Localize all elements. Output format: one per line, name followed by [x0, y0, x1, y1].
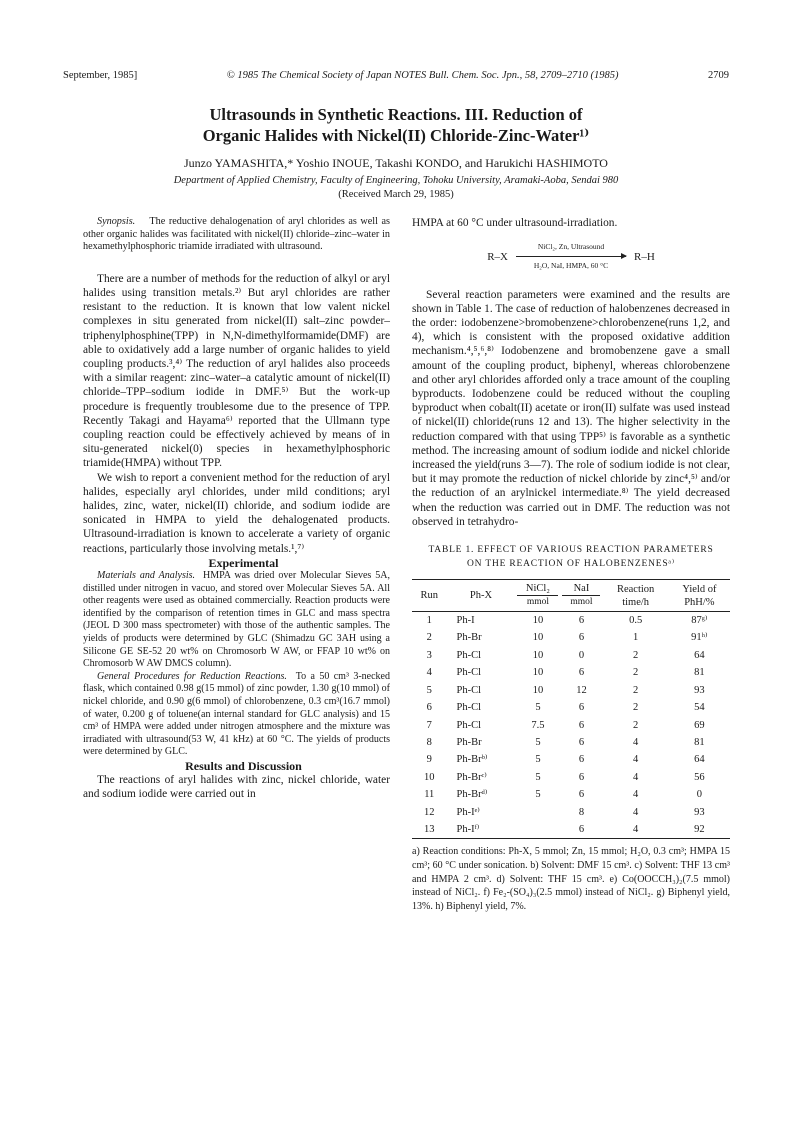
table-row	[412, 804, 730, 821]
header-nai-unit: mmol	[562, 595, 600, 609]
cell-yield: 81	[694, 736, 705, 748]
results-paragraph-1: The reactions of aryl halides with zinc, nickel chloride, water and sodium iodide were carried out in	[83, 774, 390, 801]
cell-nai: 6	[578, 702, 585, 714]
cell-phx: Ph-Cl	[456, 719, 482, 731]
header-time-unit: time/h	[622, 596, 650, 608]
cell-phx: Ph-Iᵉ⁾	[456, 806, 480, 818]
experimental-heading: Experimental	[208, 555, 279, 570]
cell-yield: 64	[694, 649, 705, 661]
cell-phx: Ph-Cl	[456, 667, 482, 679]
cell-time: 2	[633, 649, 639, 661]
table-row	[412, 629, 730, 646]
page-number: 2709	[708, 70, 729, 81]
cell-phx: Ph-I	[456, 615, 475, 627]
cell-time: 4	[633, 736, 639, 748]
cell-yield: 91ʰ⁾	[691, 632, 708, 644]
procedure-text: To a 50 cm³ 3-necked flask, which contained 0.98 g(15 mmol) of zinc powder, 1.30 g(10 mmol) of nickel chloride, and 0.90 g(6 mmol) of chlorobenzene, 0.3 cm³(16.7 mmol) of water, 0.200 g of toluene(an internal standard for GLC analysis) and 15 cm³ of HMPA were added under nitrogen atmosphere and the mixture was irradiated with ultrasound(53 W, 41 kHz) at 60 °C. The yields of products were determined by GLC.	[83, 670, 390, 758]
synopsis	[83, 216, 390, 254]
header-nai	[560, 580, 602, 612]
cell-yield: 81	[694, 667, 705, 679]
article-title	[63, 104, 729, 146]
cell-nicl2: 5	[535, 771, 541, 783]
header-time	[602, 580, 668, 612]
table-caption-line-1: TABLE 1. EFFECT OF VARIOUS REACTION PARAMETERS	[428, 545, 714, 556]
header-yield-unit: PhH/%	[684, 596, 715, 608]
table-row	[412, 734, 730, 751]
materials-label: Materials and Analysis.	[97, 570, 196, 582]
cell-nai: 6	[578, 667, 585, 679]
cell-yield: 93	[694, 684, 705, 696]
table-row	[412, 769, 730, 786]
arrow-reagents-above: NiCl₂, Zn, Ultrasound	[537, 242, 605, 252]
header-nicl2	[515, 580, 560, 612]
cell-nicl2: 5	[535, 736, 541, 748]
cell-nai: 6	[578, 736, 585, 748]
left-column	[83, 216, 390, 802]
cell-nai: 6	[578, 771, 585, 783]
cell-time: 4	[633, 806, 639, 818]
cell-run: 10	[424, 771, 435, 783]
header-yield-label: Yield of	[682, 583, 717, 595]
cell-run: 11	[424, 789, 435, 801]
header-nicl2-unit: mmol	[517, 595, 558, 609]
cell-nai: 6	[578, 754, 585, 766]
cell-nai: 6	[578, 719, 585, 731]
cell-run: 12	[424, 806, 435, 818]
cell-nicl2	[515, 821, 560, 839]
cell-phx: Ph-Brᵈ⁾	[456, 789, 488, 801]
cell-run: 9	[426, 754, 432, 766]
cell-nicl2: 5	[535, 789, 541, 801]
table-row	[412, 751, 730, 768]
scheme-product: R–H	[634, 250, 655, 263]
cell-yield: 92	[694, 823, 705, 835]
cell-time: 2	[633, 667, 639, 679]
cell-nai: 12	[576, 684, 587, 696]
cell-time: 2	[633, 684, 639, 696]
cell-time: 4	[633, 754, 639, 766]
table-row	[412, 821, 730, 839]
materials-paragraph	[83, 570, 390, 671]
cell-phx: Ph-Cl	[456, 649, 482, 661]
cell-phx: Ph-Iᶠ⁾	[456, 823, 480, 835]
cell-yield: 93	[694, 806, 705, 818]
title-line-1: Ultrasounds in Synthetic Reactions. III. Reduction of	[209, 105, 583, 124]
table-caption	[412, 543, 730, 571]
cell-time: 4	[633, 771, 639, 783]
cell-time: 4	[633, 789, 639, 801]
results-heading: Results and Discussion	[185, 758, 302, 773]
cell-run: 2	[426, 632, 432, 644]
cell-nai: 6	[578, 789, 585, 801]
cell-nicl2: 5	[535, 754, 541, 766]
cell-phx: Ph-Brᵇ⁾	[456, 754, 488, 766]
cell-nai: 6	[578, 615, 585, 627]
cell-run: 4	[426, 667, 432, 679]
cell-nai: 6	[578, 632, 585, 644]
cell-run: 6	[426, 702, 432, 714]
received-date: (Received March 29, 1985)	[338, 189, 454, 200]
cell-nai: 6	[578, 823, 585, 835]
cell-phx: Ph-Cl	[456, 702, 482, 714]
cell-nicl2: 7.5	[531, 719, 545, 731]
cell-time: 0.5	[629, 615, 643, 627]
table-row	[412, 664, 730, 681]
materials-text: HMPA was dried over Molecular Sieves 5A, distilled under nitrogen in vacuo, and stored over Molecular Sieves 5A. All other reagents were used as obtained commercially. Reaction products were identified by the comparison of retention times in GLC and mass spectra (JEOL D 300 mass spectrometer) with those of the authentic samples. The yields of products were determined by GLC (Shimadzu GC 3AH using a Silicone GE SE-52 20 wt% on Chromosorb W AW, or FFAP 10 wt% on Chromosorb W AW DMCS column).	[83, 570, 390, 670]
cell-run: 7	[426, 719, 432, 731]
header-yield	[669, 580, 730, 612]
table-row	[412, 682, 730, 699]
table-row	[412, 647, 730, 664]
header-time-label: Reaction	[616, 583, 655, 595]
cell-yield: 56	[694, 771, 705, 783]
cell-run: 8	[426, 736, 432, 748]
reaction-scheme	[412, 240, 730, 273]
scheme-reactant: R–X	[487, 250, 508, 263]
right-column	[412, 216, 730, 913]
table-row	[412, 612, 730, 630]
table-header-row	[412, 580, 730, 612]
cell-run: 13	[424, 823, 435, 835]
intro-paragraph-1: There are a number of methods for the reduction of alkyl or aryl halides using transition metals.²⁾ But aryl chlorides are rather resistant to the reduction. It is known that low valent nickel complexes in situ generated from nickel(II) salt–zinc powder–triphenylphosphine(TPP) in N,N-dimethylformamide(DMF) are able to oxidatively add a large number of organic halides to yield coupling products.³,⁴⁾ The reduction of aryl halides also proceeds with a similar reagent: zinc–water–a catalytic amount of nickel(II) chloride–TPP–sodium iodide in DMF.⁵⁾ But the work-up procedure is frequently troublesome due to the presence of TPP. Recently Takagi and Hayama⁶⁾ reported that the Ullmann type coupling reaction could be effectively achieved by means of in situ-generated nickel(0) species in hexamethylphosphoric triamide(HMPA) without TPP.	[83, 272, 390, 470]
cell-phx: Ph-Br	[456, 736, 482, 748]
procedure-paragraph	[83, 671, 390, 759]
title-line-2: Organic Halides with Nickel(II) Chloride-Zinc-Water¹⁾	[202, 126, 590, 145]
cell-yield: 87ᵍ⁾	[691, 615, 708, 627]
procedure-label: General Procedures for Reduction Reactions.	[97, 670, 287, 682]
arrow-conditions-below: H₂O, NaI, HMPA, 60 °C	[533, 261, 609, 271]
cell-time: 4	[633, 823, 639, 835]
table-row	[412, 786, 730, 803]
intro-paragraph-2: We wish to report a convenient method for the reduction of aryl halides, especially aryl chlorides, under mild conditions; aryl halides, zinc, water, nickel(II) chloride, and sodium iodide are sonicated in HMPA to yield the dehalogenated products. Ultrasound-irradiation is known to accelerate a variety of organic reactions, particularly those involving metals.¹,⁷⁾	[83, 471, 390, 555]
table-caption-line-2: ON THE REACTION OF HALOBENZENESᵃ⁾	[467, 559, 675, 570]
cell-time: 2	[633, 719, 639, 731]
cell-phx: Ph-Br	[456, 632, 482, 644]
cell-run: 1	[426, 615, 432, 627]
cell-yield: 0	[696, 789, 703, 801]
cell-nicl2: 10	[532, 649, 544, 661]
cell-nicl2	[515, 804, 560, 821]
reaction-arrow	[516, 240, 626, 273]
header-nai-label: NaI	[573, 583, 590, 595]
header-run: Run	[420, 590, 439, 602]
cell-run: 3	[426, 649, 432, 661]
cell-nicl2: 10	[532, 632, 544, 644]
cell-nicl2: 10	[532, 684, 544, 696]
results-table	[412, 579, 730, 839]
cell-phx: Ph-Cl	[456, 684, 482, 696]
running-header	[63, 70, 729, 81]
cell-nai: 8	[578, 806, 585, 818]
table-footnote: a) Reaction conditions: Ph-X, 5 mmol; Zn, 15 mmol; H₂O, 0.3 cm³; HMPA 15 cm³; 60 °C under sonication. b) Solvent: DMF 15 cm³. c) Solvent: THF 13 cm³ and HMPA 2 cm³. d) Solvent: THF 15 cm³. e) Co(OOCCH₃)₂(7.5 mmol) instead of NiCl₂. f) Fe₂-(SO₄)₃(2.5 mmol) instead of NiCl₂. g) Biphenyl yield, 13%. h) Biphenyl yield, 7%.	[412, 846, 730, 912]
affiliation: Department of Applied Chemistry, Faculty of Engineering, Tohoku University, Aramaki-Aoba, Sendai 980	[173, 175, 619, 186]
cell-nicl2: 10	[532, 615, 544, 627]
cell-time: 1	[633, 632, 639, 644]
cell-nicl2: 10	[532, 667, 544, 679]
cell-phx: Ph-Brᶜ⁾	[456, 771, 487, 783]
results-continuation: HMPA at 60 °C under ultrasound-irradiation.	[412, 217, 618, 229]
cell-nai: 0	[578, 649, 585, 661]
cell-yield: 69	[694, 719, 705, 731]
table-row	[412, 717, 730, 734]
discussion-paragraph: Several reaction parameters were examined and the results are shown in Table 1. The case of reduction of halobenzenes decreased in the order: iodobenzene>bromobenzene>chlorobenzene(runs 1,2, and 4), which is consistent with the proposed oxidative addition mechanism.⁴,⁵,⁶,⁸⁾ Iodobenzene and bromobenzene gave a small amount of the coupling product, biphenyl, whereas chlorobenzene and other aryl chlorides afforded only a trace amount of the coupling byproducts. Iodobenzene could be reduced without the coupling byproduct when cobalt(II) acetate or iron(II) sulfate was used instead of nickel(II) chloride(runs 12 and 13). The higher selectivity in the reduction compared with that using TPP⁵⁾ is favorable as a synthetic method. The increasing amount of sodium iodide and nickel chloride increased the yield(runs 3—7). The role of sodium iodide is not clear, but it may promote the reduction of nickel chloride by zinc⁴,⁵⁾ and/or the reduction of an arylnickel intermediate.⁸⁾ The yield decreased when the reduction was carried out in DMF. The reduction was not observed in tetrahydro-	[412, 288, 730, 528]
authors: Junzo YAMASHITA,* Yoshio INOUE, Takashi KONDO, and Harukichi HASHIMOTO	[184, 156, 608, 170]
affiliation-block	[63, 174, 729, 202]
arrow-line	[516, 256, 626, 257]
cell-nicl2: 5	[535, 702, 541, 714]
header-nicl2-label: NiCl₂	[525, 583, 550, 595]
synopsis-text: The reductive dehalogenation of aryl chlorides as well as other organic halides was facilitated with nickel(II) chloride–zinc–water in hexamethylphosphoric triamide irradiated with ultrasound.	[83, 216, 391, 253]
header-journal: © 1985 The Chemical Society of Japan NOTES Bull. Chem. Soc. Jpn., 58, 2709–2710 (1985)	[226, 70, 619, 81]
cell-run: 5	[426, 684, 432, 696]
cell-yield: 54	[694, 702, 705, 714]
cell-yield: 64	[694, 754, 705, 766]
header-phx: Ph-X	[469, 590, 493, 602]
table-row	[412, 699, 730, 716]
header-date: September, 1985]	[63, 70, 138, 81]
cell-time: 2	[633, 702, 639, 714]
synopsis-label: Synopsis.	[97, 216, 136, 227]
